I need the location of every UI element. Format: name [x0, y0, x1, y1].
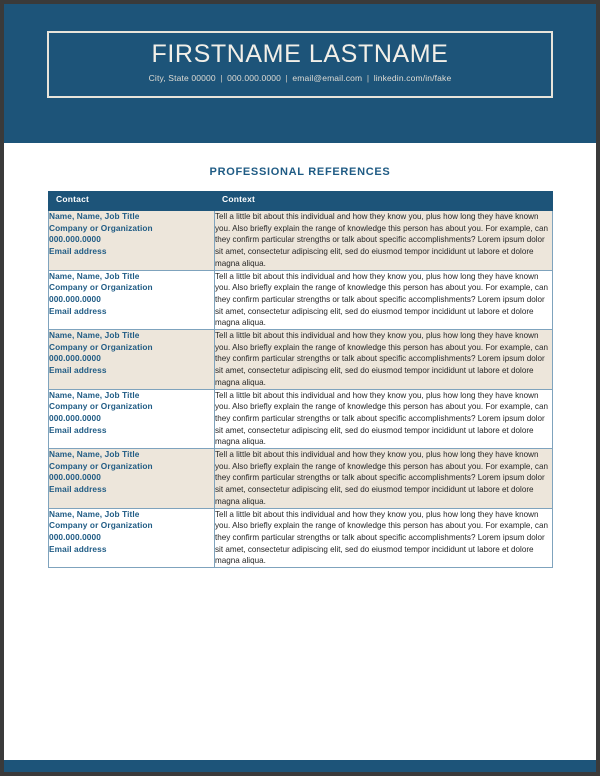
reference-organization: Company or Organization — [49, 460, 153, 471]
context-cell — [215, 389, 553, 449]
reference-phone: 000.000.0000 — [49, 531, 101, 542]
reference-context-text: Tell a little bit about this individual and how they know you, plus how long they have known you. Also briefly explain the range of knowledge this person has about you. For example, can they confirm particular strengths or talk about specific accomplishments? Lorem ipsum dolor sit amet, consectetur adipiscing elit, sed do eiusmod tempor incididunt ut labore et dolore magna aliqua. — [215, 509, 548, 566]
header-frame — [47, 31, 553, 98]
context-cell — [215, 449, 553, 509]
table-row — [49, 211, 553, 271]
footer-banner — [4, 760, 596, 772]
reference-phone: 000.000.0000 — [49, 472, 101, 483]
reference-context-text: Tell a little bit about this individual and how they know you, plus how long they have known you. Also briefly explain the range of knowledge this person has about you. For example, can they confirm particular strengths or talk about specific accomplishments? Lorem ipsum dolor sit amet, consectetur adipiscing elit, sed do eiusmod tempor incididunt ut labore et dolore magna aliqua. — [215, 212, 548, 268]
contact-cell — [49, 449, 215, 509]
table-header — [49, 192, 553, 211]
reference-context-text: Tell a little bit about this individual and how they know you, plus how long they have known you. Also briefly explain the range of knowledge this person has about you. For example, can they confirm particular strengths or talk about specific accomplishments? Lorem ipsum dolor sit amet, consectetur adipiscing elit, sed do eiusmod tempor incididunt ut labore et dolore magna aliqua. — [215, 390, 548, 447]
column-header-context: Context — [215, 192, 553, 211]
reference-organization: Company or Organization — [49, 222, 153, 233]
context-cell — [215, 508, 553, 568]
reference-context-text: Tell a little bit about this individual and how they know you, plus how long they have known you. Also briefly explain the range of knowledge this person has about you. For example, can they confirm particular strengths or talk about specific accomplishments? Lorem ipsum dolor sit amet, consectetur adipiscing elit, sed do eiusmod tempor incididunt ut labore et dolore magna aliqua. — [215, 450, 548, 506]
reference-email: Email address — [49, 484, 107, 495]
table-row — [49, 330, 553, 390]
reference-organization: Company or Organization — [49, 341, 153, 352]
table-header-row — [49, 192, 553, 211]
contact-cell — [49, 330, 215, 390]
reference-name-title: Name, Name, Job Title — [49, 449, 140, 460]
table-row — [49, 449, 553, 509]
context-cell — [215, 330, 553, 390]
reference-context-text: Tell a little bit about this individual and how they know you, plus how long they have known you. Also briefly explain the range of knowledge this person has about you. For example, can they confirm particular strengths or talk about specific accomplishments? Lorem ipsum dolor sit amet, consectetur adipiscing elit, sed do eiusmod tempor incididunt ut labore et dolore magna aliqua. — [215, 271, 548, 328]
contact-cell — [49, 508, 215, 568]
contact-cell — [49, 270, 215, 330]
table-row — [49, 508, 553, 568]
reference-email: Email address — [49, 365, 107, 376]
reference-name-title: Name, Name, Job Title — [49, 270, 140, 281]
header-contact-line — [49, 72, 551, 84]
reference-organization: Company or Organization — [49, 401, 153, 412]
contact-email[interactable]: email@email.com — [292, 73, 363, 83]
reference-phone: 000.000.0000 — [49, 293, 101, 304]
section-heading: PROFESSIONAL REFERENCES — [209, 166, 391, 178]
references-table — [48, 191, 553, 568]
contact-phone: 000.000.0000 — [227, 73, 281, 83]
reference-name-title: Name, Name, Job Title — [49, 389, 140, 400]
reference-email: Email address — [49, 543, 107, 554]
contact-cell — [49, 389, 215, 449]
reference-context-text: Tell a little bit about this individual and how they know you, plus how long they have known you. Also briefly explain the range of knowledge this person has about you. For example, can they confirm particular strengths or talk about specific accomplishments? Lorem ipsum dolor sit amet, consectetur adipiscing elit, sed do eiusmod tempor incididunt ut labore et dolore magna aliqua. — [215, 331, 548, 387]
reference-email: Email address — [49, 305, 107, 316]
page-title: FIRSTNAME LASTNAME — [151, 40, 449, 68]
contact-location: City, State 00000 — [148, 73, 216, 83]
context-cell — [215, 270, 553, 330]
table-body — [49, 211, 553, 568]
reference-organization: Company or Organization — [49, 520, 153, 531]
contact-linkedin[interactable]: linkedin.com/in/fake — [373, 73, 452, 83]
header-banner — [4, 4, 596, 143]
table-row — [49, 389, 553, 449]
reference-phone: 000.000.0000 — [49, 412, 101, 423]
reference-email: Email address — [49, 424, 107, 435]
reference-name-title: Name, Name, Job Title — [49, 211, 140, 221]
reference-phone: 000.000.0000 — [49, 234, 101, 245]
column-header-contact: Contact — [49, 192, 215, 211]
reference-phone: 000.000.0000 — [49, 353, 101, 364]
contact-cell — [49, 211, 215, 271]
table-row — [49, 270, 553, 330]
context-cell — [215, 211, 553, 271]
contact-separator-3: | — [366, 73, 370, 83]
reference-name-title: Name, Name, Job Title — [49, 508, 140, 519]
contact-separator-1: | — [220, 73, 223, 83]
resume-page — [4, 4, 596, 772]
reference-name-title: Name, Name, Job Title — [49, 330, 140, 341]
contact-separator-2: | — [285, 73, 288, 83]
reference-organization: Company or Organization — [49, 282, 153, 293]
reference-email: Email address — [49, 246, 107, 257]
